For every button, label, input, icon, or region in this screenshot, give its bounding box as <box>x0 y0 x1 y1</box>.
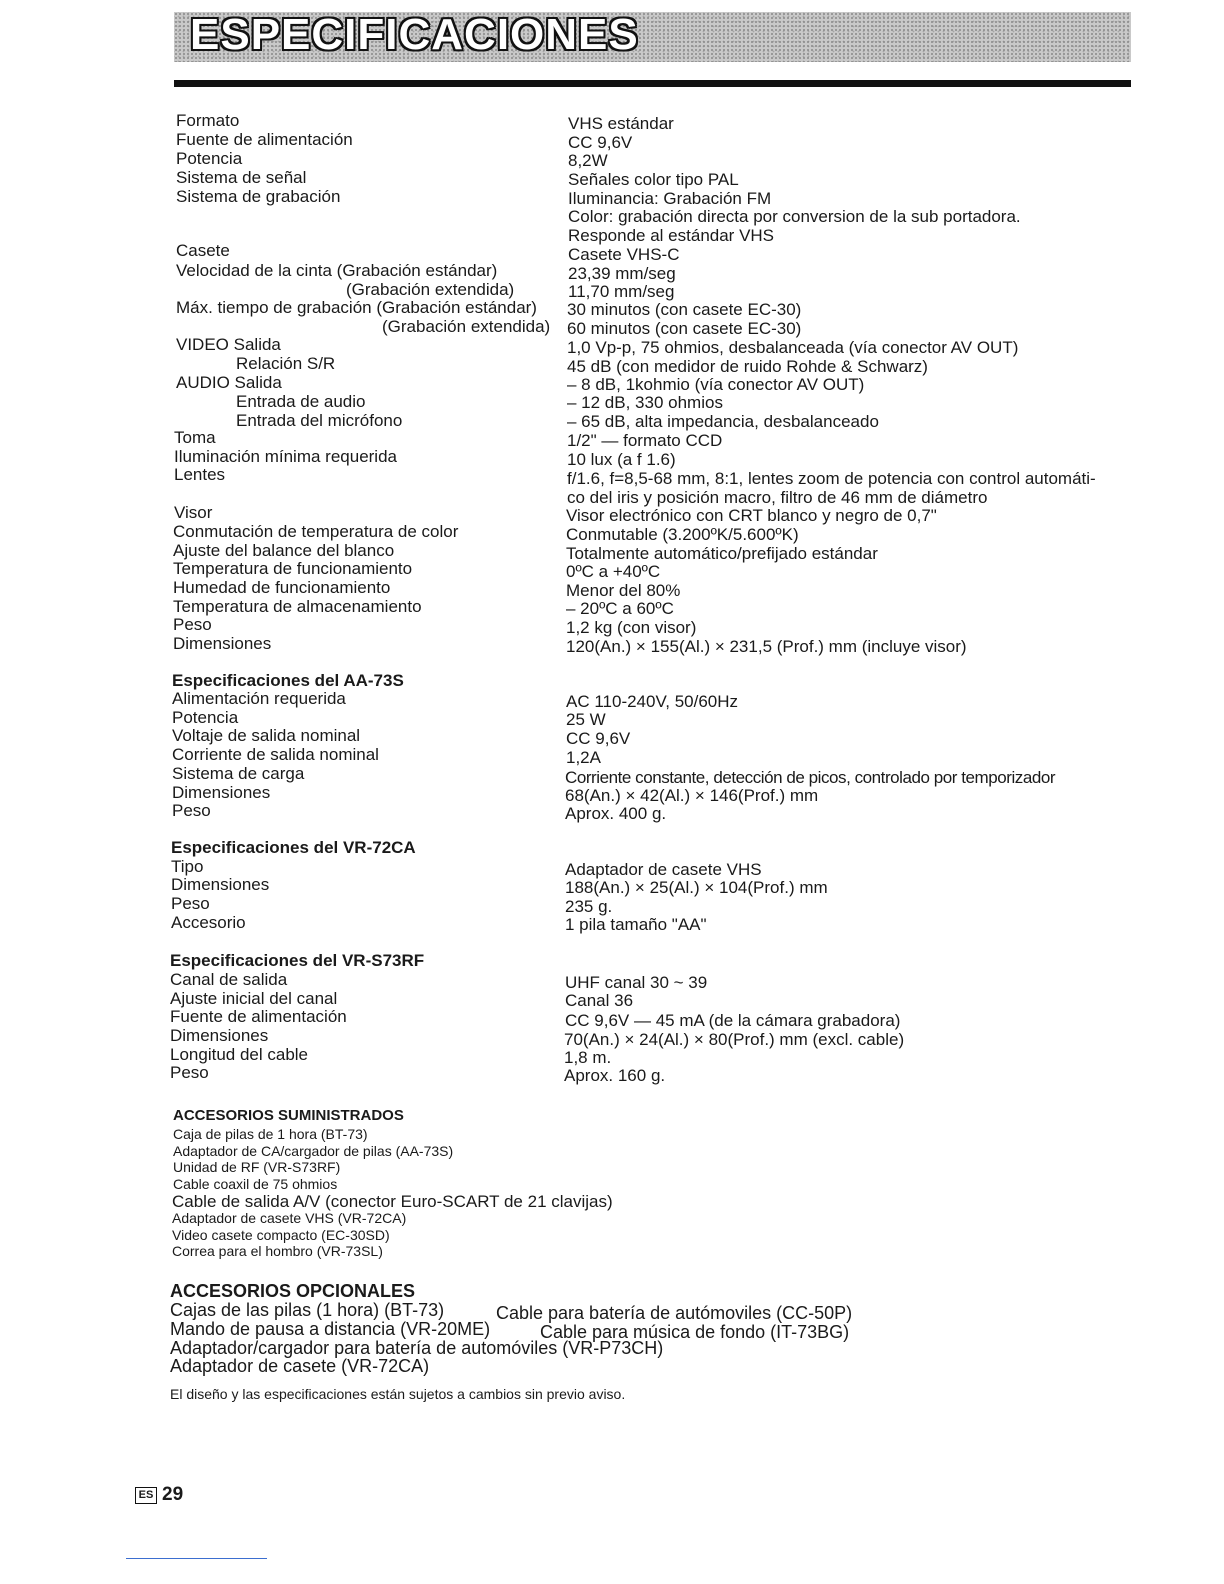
notice-text: El diseño y las especificaciones están sujetos a cambios sin previo aviso. <box>170 1386 626 1402</box>
section-heading: ACCESORIOS OPCIONALES <box>170 1281 416 1301</box>
spec-label: Temperatura de almacenamiento <box>173 597 422 616</box>
list-item: Cable para batería de autómoviles (CC-50P) <box>496 1303 853 1323</box>
list-item: Unidad de RF (VR-S73RF) <box>173 1159 341 1175</box>
list-item: Cable para música de fondo (IT-73BG) <box>540 1322 850 1342</box>
list-item: Mando de pausa a distancia (VR-20ME) <box>170 1319 491 1339</box>
spec-value: Iluminancia: Grabación FM <box>568 189 772 208</box>
spec-value: – 12 dB, 330 ohmios <box>567 393 723 412</box>
spec-label: Ajuste del balance del blanco <box>173 541 395 560</box>
spec-label: Iluminación mínima requerida <box>174 447 397 466</box>
spec-value: 235 g. <box>565 897 613 916</box>
spec-value: 68(An.) × 42(Al.) × 146(Prof.) mm <box>565 786 819 805</box>
spec-label: Entrada de audio <box>236 392 366 411</box>
spec-label: Alimentación requerida <box>172 689 346 708</box>
spec-label: (Grabación extendida) <box>346 280 515 299</box>
section-heading: Especificaciones del VR-S73RF <box>170 951 425 970</box>
spec-value: 1/2" — formato CCD <box>567 431 723 450</box>
spec-value: Señales color tipo PAL <box>568 170 739 189</box>
list-item: Adaptador de casete VHS (VR-72CA) <box>172 1210 407 1226</box>
spec-value: 1,8 m. <box>564 1048 612 1067</box>
spec-label: Peso <box>170 1063 209 1082</box>
section-heading: Especificaciones del AA-73S <box>172 671 404 690</box>
spec-label: Dimensiones <box>172 783 271 802</box>
spec-value: Totalmente automático/prefijado estándar <box>566 544 878 563</box>
spec-label: Relación S/R <box>236 354 336 373</box>
spec-label: Longitud del cable <box>170 1045 309 1064</box>
list-item: Video casete compacto (EC-30SD) <box>172 1227 390 1243</box>
spec-value: Corriente constante, detección de picos, controlado por temporizador <box>565 768 1056 787</box>
spec-value: 1,2A <box>566 748 601 767</box>
spec-value: CC 9,6V — 45 mA (de la cámara grabadora) <box>565 1011 901 1030</box>
spec-value: 25 W <box>566 710 606 729</box>
list-item: Adaptador/cargador para batería de automóviles (VR-P73CH) <box>170 1338 664 1358</box>
list-item: Cajas de las pilas (1 hora) (BT-73) <box>170 1300 445 1320</box>
spec-value: Aprox. 400 g. <box>565 804 667 823</box>
spec-label: AUDIO Salida <box>176 373 282 392</box>
spec-value: VHS estándar <box>568 114 674 133</box>
spec-value: Visor electrónico con CRT blanco y negro de 0,7" <box>566 506 937 525</box>
spec-label: Accesorio <box>171 913 246 932</box>
spec-value: Menor del 80% <box>566 581 681 600</box>
spec-label: Fuente de alimentación <box>170 1007 347 1026</box>
spec-value: 1,0 Vp-p, 75 ohmios, desbalanceada (vía conector AV OUT) <box>567 338 1019 357</box>
spec-value: Adaptador de casete VHS <box>565 860 762 879</box>
spec-value: – 20ºC a 60ºC <box>566 599 674 618</box>
spec-value: Responde al estándar VHS <box>568 226 775 245</box>
spec-value: Aprox. 160 g. <box>564 1066 666 1085</box>
spec-label: Canal de salida <box>170 970 288 989</box>
list-item: Cable de salida A/V (conector Euro-SCART de 21 clavijas) <box>172 1192 613 1211</box>
spec-label: Dimensiones <box>171 875 270 894</box>
spec-label: Fuente de alimentación <box>176 130 353 149</box>
spec-label: Peso <box>173 615 212 634</box>
spec-value: co del iris y posición macro, filtro de 46 mm de diámetro <box>567 488 988 507</box>
spec-value: Color: grabación directa por conversion de la sub portadora. <box>568 207 1021 226</box>
spec-value: 45 dB (con medidor de ruido Rohde & Schwarz) <box>567 357 928 376</box>
list-item: Adaptador de CA/cargador de pilas (AA-73S) <box>173 1143 454 1159</box>
spec-label: Temperatura de funcionamiento <box>173 559 413 578</box>
spec-label: Sistema de grabación <box>176 187 341 206</box>
spec-label: Máx. tiempo de grabación (Grabación estándar) <box>176 298 537 317</box>
spec-label: Potencia <box>176 149 243 168</box>
spec-value: 60 minutos (con casete EC-30) <box>567 319 802 338</box>
spec-label: Conmutación de temperatura de color <box>173 522 459 541</box>
spec-label: Formato <box>176 111 240 130</box>
spec-value: 1,2 kg (con visor) <box>566 618 697 637</box>
spec-value: 70(An.) × 24(Al.) × 80(Prof.) mm (excl. cable) <box>564 1030 905 1049</box>
spec-label: Sistema de señal <box>176 168 307 187</box>
list-item: Caja de pilas de 1 hora (BT-73) <box>173 1126 368 1142</box>
spec-value: 30 minutos (con casete EC-30) <box>567 300 802 319</box>
spec-value: 1 pila tamaño "AA" <box>565 915 707 934</box>
footer-rule <box>126 1558 267 1559</box>
spec-value: 10 lux (a f 1.6) <box>567 450 676 469</box>
spec-label: Toma <box>174 428 216 447</box>
spec-value: 120(An.) × 155(Al.) × 231,5 (Prof.) mm (incluye visor) <box>566 637 967 656</box>
spec-label: Dimensiones <box>173 634 272 653</box>
spec-label: Peso <box>172 801 211 820</box>
spec-label: (Grabación extendida) <box>382 317 551 336</box>
spec-value: 188(An.) × 25(Al.) × 104(Prof.) mm <box>565 878 828 897</box>
spec-label: Corriente de salida nominal <box>172 745 379 764</box>
spec-label: Velocidad de la cinta (Grabación estándar) <box>176 261 498 280</box>
spec-label: Peso <box>171 894 210 913</box>
list-item: Correa para el hombro (VR-73SL) <box>172 1243 383 1259</box>
spec-label: Potencia <box>172 708 239 727</box>
spec-label: Tipo <box>171 857 204 876</box>
header-rule <box>174 80 1131 87</box>
spec-label: Lentes <box>174 465 226 484</box>
spec-value: – 65 dB, alta impedancia, desbalanceado <box>567 412 879 431</box>
list-item: Adaptador de casete (VR-72CA) <box>170 1356 430 1376</box>
spec-label: VIDEO Salida <box>176 335 281 354</box>
spec-value: Conmutable (3.200ºK/5.600ºK) <box>566 525 799 544</box>
spec-value: AC 110-240V, 50/60Hz <box>566 692 739 711</box>
section-heading: Especificaciones del VR-72CA <box>171 838 416 857</box>
page-title: ESPECIFICACIONES <box>190 10 639 59</box>
spec-label: Visor <box>174 503 213 522</box>
spec-value: Canal 36 <box>565 991 634 1010</box>
spec-label: Dimensiones <box>170 1026 269 1045</box>
spec-value: 11,70 mm/seg <box>568 282 675 301</box>
spec-value: Casete VHS-C <box>568 245 680 264</box>
spec-value: UHF canal 30 ~ 39 <box>565 973 708 992</box>
spec-label: Ajuste inicial del canal <box>170 989 338 1008</box>
language-badge: ES <box>135 1487 157 1504</box>
spec-label: Entrada del micrófono <box>236 411 403 430</box>
section-heading: ACCESORIOS SUMINISTRADOS <box>173 1107 404 1124</box>
spec-value: – 8 dB, 1kohmio (vía conector AV OUT) <box>567 375 865 394</box>
spec-label: Voltaje de salida nominal <box>172 726 361 745</box>
spec-label: Casete <box>176 241 230 260</box>
page-number: 29 <box>162 1484 184 1505</box>
spec-value: 23,39 mm/seg <box>568 264 676 283</box>
spec-value: f/1.6, f=8,5-68 mm, 8:1, lentes zoom de potencia con control automáti- <box>567 469 1096 488</box>
list-item: Cable coaxil de 75 ohmios <box>173 1176 338 1192</box>
spec-value: CC 9,6V <box>566 729 631 748</box>
spec-value: 0ºC a +40ºC <box>566 562 661 581</box>
spec-label: Humedad de funcionamiento <box>173 578 391 597</box>
spec-label: Sistema de carga <box>172 764 305 783</box>
spec-value: 8,2W <box>568 151 608 170</box>
spec-value: CC 9,6V <box>568 133 633 152</box>
